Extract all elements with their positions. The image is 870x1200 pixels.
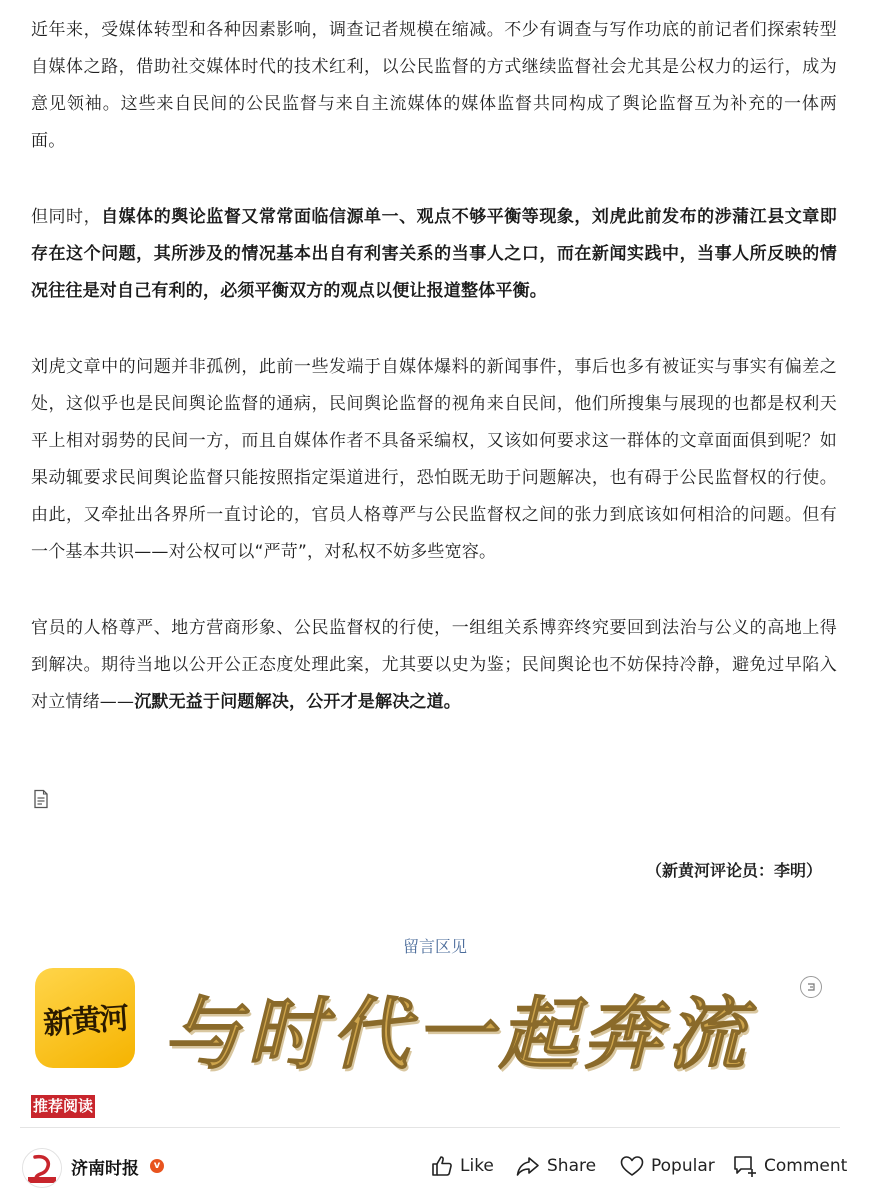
- ad-close-icon[interactable]: [800, 976, 822, 998]
- share-button[interactable]: [515, 1152, 596, 1180]
- account-name[interactable]: 济南时报: [71, 1159, 139, 1179]
- verified-badge-icon: v: [150, 1159, 164, 1173]
- article-body: [31, 12, 837, 760]
- paragraph-1: 近年来，受媒体转型和各种因素影响，调查记者规模在缩减。不少有调查与写作功底的前记者们探索转型自媒体之路，借助社交媒体时代的技术红利，以公民监督的方式继续监督社会尤其是公权力的运行，成为意见领袖。这些来自民间的公民监督与来自主流媒体的媒体监督共同构成了舆论监督互为补充的一体两面。: [31, 20, 837, 151]
- paragraph-2-bold: 自媒体的舆论监督又常常面临信源单一、观点不够平衡等现象，刘虎此前发布的涉蒲江县文章即存在这个问题，其所涉及的情况基本出自有利害关系的当事人之口，而在新闻实践中，当事人所反映的情况往往是对自己有利的，必须平衡双方的观点以便让报道整体平衡。: [31, 207, 837, 301]
- logo-text: 新黄河: [42, 1001, 129, 1042]
- comment-button[interactable]: [732, 1152, 847, 1180]
- recommended-reading-label: 推荐阅读: [31, 1095, 95, 1118]
- heart-icon: [619, 1154, 645, 1178]
- thumbs-up-icon: [430, 1154, 454, 1178]
- comment-section-link[interactable]: 留言区见: [402, 937, 467, 956]
- xinhuanghe-logo: [35, 968, 135, 1068]
- divider: [20, 1127, 840, 1128]
- like-button[interactable]: [430, 1152, 494, 1180]
- paragraph-3: 刘虎文章中的问题并非孤例，此前一些发端于自媒体爆料的新闻事件，事后也多有被证实与事实有偏差之处，这似乎也是民间舆论监督的通病，民间舆论监督的视角来自民间，他们所搜集与展现的也都是权利天平上相对弱势的民间一方，而且自媒体作者不具备采编权，又该如何要求这一群体的文章面面俱到呢？如果动辄要求民间舆论监督只能按照指定渠道进行，恐怕既无助于问题解决，也有碍于公民监督权的行使。由此，又牵扯出各界所一直讨论的，官员人格尊严与公民监督权之间的张力到底该如何相洽的问题。但有一个基本共识——对公权可以“严苛”，对私权不妨多些宽容。: [31, 357, 837, 562]
- document-icon: [33, 789, 49, 809]
- bottom-action-bar: [0, 1140, 870, 1192]
- author-signature: （新黄河评论员：李明）: [645, 861, 822, 880]
- popular-label: Popular: [651, 1156, 715, 1176]
- comment-label: Comment: [764, 1156, 848, 1176]
- paragraph-4-bold: 沉默无益于问题解决，公开才是解决之道。: [134, 692, 462, 712]
- comment-bubble-icon: [732, 1153, 758, 1179]
- paragraph-4-lead: 官员的人格尊严、地方营商形象、公民监督权的行使，一组组关系博弈终究要回到法治与公义的高地上得到解决。期待当地以公开公正态度处理此案，尤其要以史为鉴；民间舆论也不妨保持冷静，避免过早陷入对立情绪——: [31, 618, 837, 712]
- account-avatar[interactable]: [22, 1148, 62, 1188]
- share-arrow-icon: [515, 1154, 541, 1178]
- paragraph-2-lead: 但同时，: [31, 207, 102, 227]
- banner-slogan: 与时代一起奔流: [163, 990, 752, 1080]
- like-label: Like: [460, 1156, 494, 1176]
- brand-banner-ad[interactable]: [35, 966, 825, 1080]
- paragraph-4: [31, 610, 837, 721]
- share-label: Share: [547, 1156, 597, 1176]
- paragraph-2: [31, 199, 837, 310]
- popular-button[interactable]: [619, 1152, 715, 1180]
